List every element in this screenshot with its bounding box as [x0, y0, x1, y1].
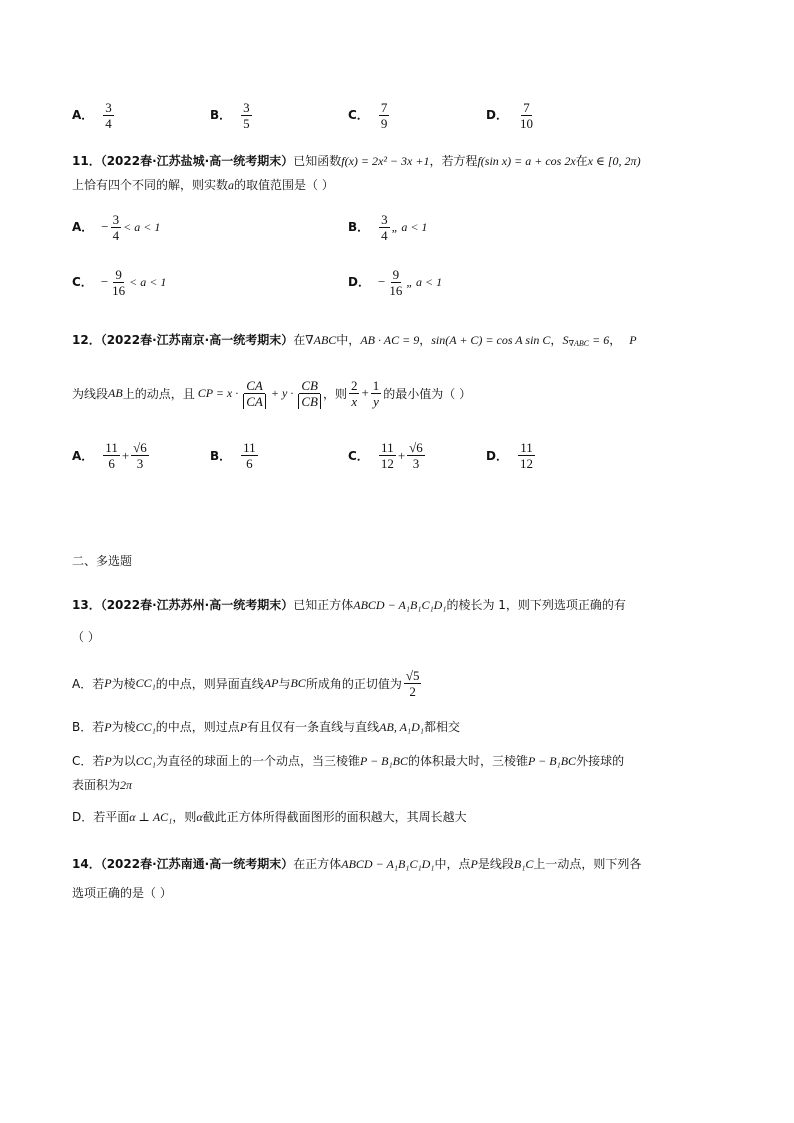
- fraction: $\frac{9}{16}$: [112, 267, 126, 298]
- q14-stem-line1: 14．（2022春·江苏南通·高一统考期末）在正方体ABCD − A₁B₁C₁D₁中，点P是线段B₁C上一动点，则下列各: [72, 857, 642, 871]
- q11-option-c: C． − $\frac{9}{16}$ < a < 1: [72, 267, 167, 298]
- q11-stem-line2: 上恰有四个不同的解，则实数a的取值范围是（ ）: [72, 178, 334, 192]
- fraction: $\frac{3}{4}$: [112, 212, 120, 243]
- fraction: $\frac{9}{16}$: [389, 267, 403, 298]
- q12-option-a: A． $\frac{11}{6}$ + $\frac{√6}{3}$: [72, 440, 147, 471]
- q12-stem-line1: 12．（2022春·江苏南京·高一统考期末）在∇ABC中，AB · AC = 9，sin(A + C) = cos A sin C，$S_{\nabla ABC} = 6$， P: [72, 333, 637, 348]
- fraction: $\frac{1}{y}$: [372, 377, 380, 409]
- q11-option-b: B． $\frac{3}{4}$ „ a < 1: [348, 212, 428, 243]
- q13-answer-paren: （ ）: [72, 630, 100, 644]
- fraction: $\frac{11}{12}$: [380, 440, 394, 471]
- q11-option-a: A． − $\frac{3}{4}$ < a < 1: [72, 212, 161, 243]
- q10-option-d: D． $\frac{7}{10}$: [486, 100, 533, 131]
- q14-stem-line2: 选项正确的是（ ）: [72, 886, 172, 900]
- fraction: $\frac{11}{6}$: [105, 440, 118, 471]
- q13-option-c-line2: 表面积为2π: [72, 778, 133, 792]
- q12-option-c: C． $\frac{11}{12}$ + $\frac{√6}{3}$: [348, 440, 423, 471]
- fraction: $\frac{√6}{3}$: [409, 440, 423, 471]
- fraction: $\frac{7}{10}$: [519, 100, 533, 131]
- q10-option-b: B． $\frac{3}{5}$: [210, 100, 250, 131]
- q13-option-c-line1: C．若P为以CC₁为直径的球面上的一个动点，当三棱锥P − B₁BC的体积最大时，三棱锥P − B₁BC外接球的: [72, 754, 625, 768]
- fraction: $\frac{11}{6}$: [243, 440, 256, 471]
- fraction: $\frac{2}{x}$: [350, 377, 358, 409]
- fraction: $\frac{7}{9}$: [380, 100, 388, 131]
- unit-vector-cb: $\frac{CB}{CB}$: [298, 378, 321, 409]
- unit-vector-ca: $\frac{CA}{CA}$: [243, 378, 266, 409]
- q13-option-d: D．若平面α ⊥ AC₁，则α截此正方体所得截面图形的面积越大，其周长越大: [72, 810, 467, 824]
- q12-option-d: D． $\frac{11}{12}$: [486, 440, 533, 471]
- q13-stem-line1: 13．（2022春·江苏苏州·高一统考期末）已知正方体ABCD − A₁B₁C₁D₁的棱长为 1，则下列选项正确的有: [72, 598, 626, 612]
- q13-option-a: A．若 P 为棱 CC₁ 的中点，则异面直线 AP 与 BC 所成角的正切值为 $\frac{√5}{2}$: [72, 668, 420, 699]
- q11-stem-line1: 11．（2022春·江苏盐城·高一统考期末）已知函数f(x) = 2x² − 3x +1，若方程f(sin x) = a + cos 2x在x ∈ [0, 2π): [72, 154, 641, 168]
- q11-option-d: D． − $\frac{9}{16}$ „ a < 1: [348, 267, 443, 298]
- section-heading: 二、多选题: [72, 554, 133, 568]
- fraction: $\frac{11}{12}$: [519, 440, 533, 471]
- fraction: $\frac{√6}{3}$: [133, 440, 147, 471]
- fraction: $\frac{3}{4}$: [105, 100, 112, 131]
- q12-stem-line2: 为线段 AB 上的动点，且 CP = x · $\frac{CA}{CA}$ + y · $\frac{CB}{CB}$ ，则 $\frac{2}{x}$ + $\frac{1}{y}$ 的最小值为（ ）: [72, 377, 472, 409]
- q10-option-c: C． $\frac{7}{9}$: [348, 100, 388, 131]
- q10-option-a: A． $\frac{3}{4}$: [72, 100, 112, 131]
- fraction: $\frac{√5}{2}$: [405, 668, 420, 699]
- q13-option-b: B．若P为棱CC₁的中点，则过点P有且仅有一条直线与直线AB, A₁D₁都相交: [72, 720, 460, 734]
- fraction: $\frac{3}{5}$: [243, 100, 250, 131]
- fraction: $\frac{3}{4}$: [381, 212, 388, 243]
- q12-option-b: B． $\frac{11}{6}$: [210, 440, 256, 471]
